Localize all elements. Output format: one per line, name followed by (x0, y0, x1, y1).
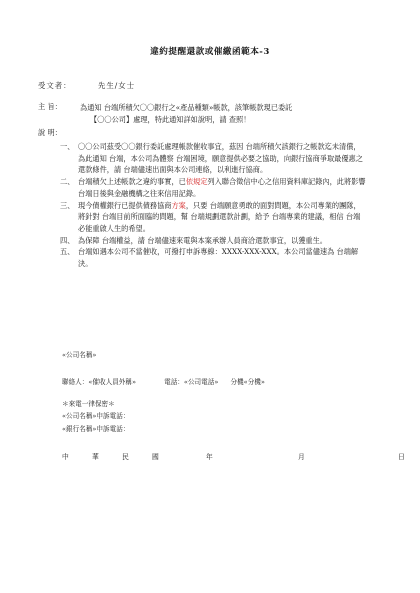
item-text-post: 列入聯合徵信中心之信用資料庫記錄內，此將影響 台端日後與金融機構之往來信用記錄。 (78, 177, 366, 198)
explanation-list (60, 141, 366, 270)
explanation-label: 說 明： (38, 128, 62, 137)
subject-label: 主 旨： (38, 102, 62, 111)
document-title: 違約提醒還款或催繳函範本-3 (150, 47, 270, 57)
bank-complaint-line: «銀行名稱»申訴電話： (62, 425, 130, 433)
item-text: 台端如遇本公司不當催收，可撥打申訴專線：XXXX-XXX-XXX。本公司當儘速為 台端解決。 (78, 247, 359, 269)
date-char: 國 (152, 453, 159, 461)
contact-extension: 分機«分機» (230, 378, 265, 386)
list-item (60, 141, 366, 176)
date-char: 華 (92, 453, 99, 461)
item-text-pre: 現今債權銀行已提供債務協商 (78, 200, 172, 210)
recipient-label: 受文者： (38, 81, 72, 90)
subject-line-2: 【〇〇公司】處理，特此通知詳如說明，請 查照！ (90, 115, 251, 124)
month-label: 月 (298, 453, 305, 461)
item-number: 三、 (60, 200, 75, 210)
date-char: 民 (122, 453, 129, 461)
day-label: 日 (398, 453, 405, 461)
confidential-note: ＊來電一律保密＊ (62, 400, 115, 408)
contact-row (62, 376, 265, 386)
list-item (60, 246, 366, 269)
company-name-placeholder: «公司名稱» (62, 351, 97, 359)
item-number: 一、 (60, 142, 75, 151)
contact-phone: 電話：«公司電話» (164, 378, 219, 386)
item-text-pre: 台端積欠上述帳款之違約事實，已 (78, 177, 186, 187)
item-text-highlight: 方案 (171, 200, 186, 210)
company-complaint-line: «公司名稱»申訴電話： (62, 412, 130, 420)
subject-line-1: 為通知 台端所積欠〇〇銀行之«產品種類»帳款，該筆帳款現已委託 (80, 103, 293, 112)
recipient-title-slot: 先生/女士 (98, 81, 136, 90)
date-char: 中 (62, 453, 69, 461)
list-item (60, 176, 366, 199)
item-number: 五、 (60, 247, 75, 257)
item-number: 四、 (60, 235, 75, 245)
item-text-post: ，只要 台端願意勇敢的面對問題，本公司專業的團隊，將針對 台端目前所面臨的問題，幫 台端規劃還款計劃，給予 台端專業的建議，相信 台端必能重啟人生的希望。 (78, 200, 361, 233)
item-number: 二、 (60, 177, 75, 187)
list-item (60, 235, 366, 247)
year-label: 年 (206, 453, 213, 461)
recipient-row (38, 80, 136, 91)
contact-person: 聯絡人：«催收人員外稱» (62, 378, 137, 386)
item-text-highlight: 依規定 (185, 177, 208, 187)
item-text: 〇〇公司茲受〇〇銀行委託處理帳款催收事宜，茲因 台端所積欠該銀行之帳款迄未清償，為此通知 台端，本公司為體察 台端困境，願意提供必要之協助，向銀行協商爭取最優惠之還款條件，請 台端儘速出面與本公司連絡，以利進行協商。 (78, 142, 363, 175)
list-item (60, 200, 366, 235)
item-text: 為保障 台端權益，請 台端儘速來電與本案承辦人員商洽還款事宜，以獲重生。 (78, 235, 327, 245)
subject-text (80, 102, 380, 126)
